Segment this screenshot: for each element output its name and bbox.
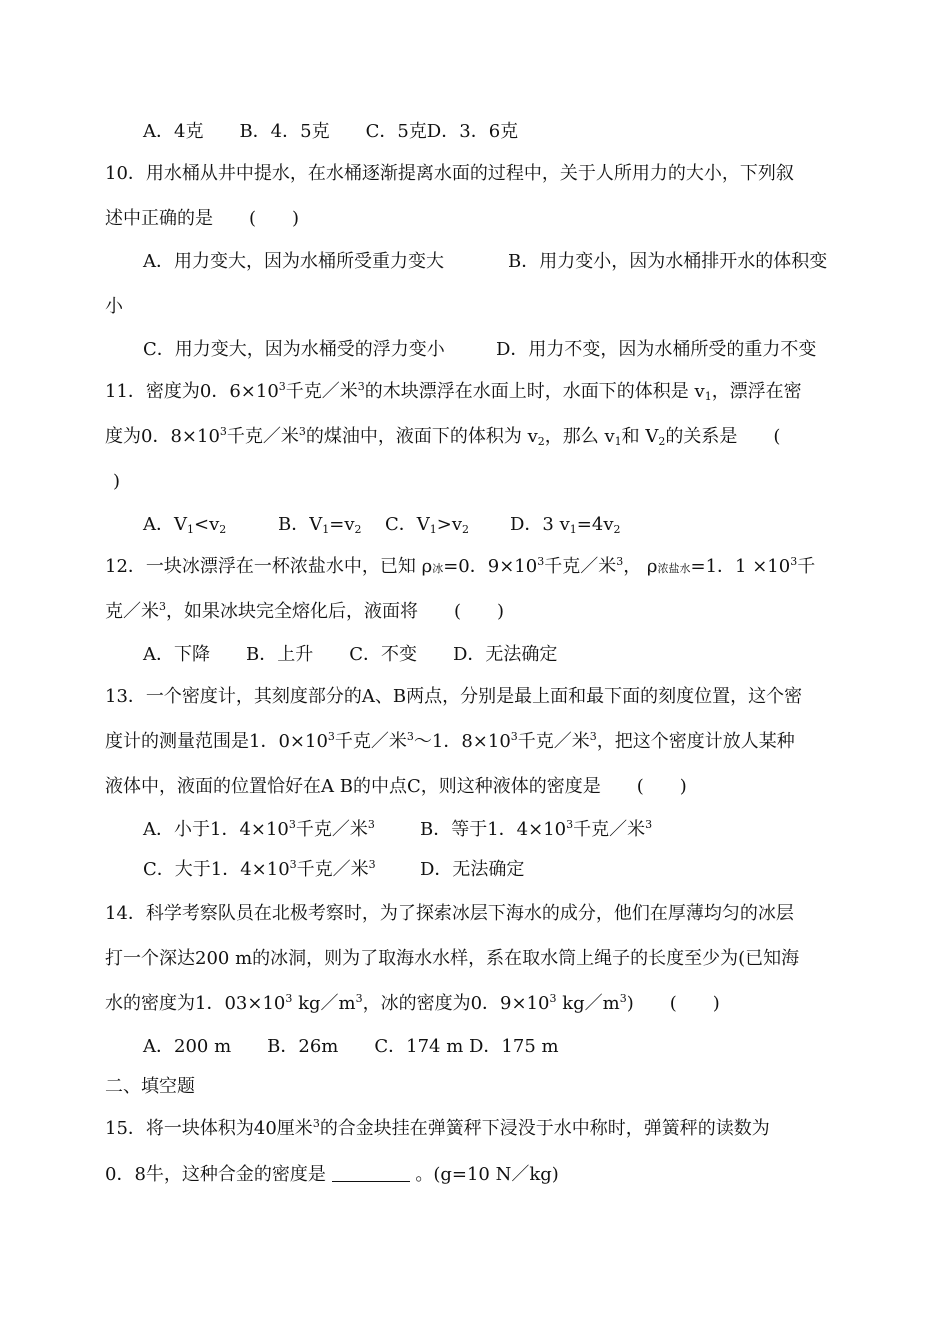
q14-stem-line3: 水的密度为1．$03\times 10^3$ $kg/m^3$，冰的密度为0．$9\times 10^3$ $kg/m^3$) ( ) <box>105 992 720 1014</box>
q10-option-d: D．用力不变，因为水桶所受的重力不变 <box>496 339 817 360</box>
q13-stem-line3: 液体中，液面的位置恰好在A B的中点C，则这种液体的密度是 ( ) <box>105 776 687 797</box>
q11-option-a: A．$V_1<v_2$ <box>143 514 227 536</box>
q13-option-c: C．大于1．$4\times 10^3$千克／米$^3$ <box>143 858 376 880</box>
q13-stem-line1: 13．一个密度计，其刻度部分的A、B两点，分别是最上面和最下面的刻度位置，这个密 <box>105 686 803 707</box>
q10-stem-line2: 述中正确的是 ( ) <box>105 208 300 229</box>
q11-stem-line3: ) <box>113 471 121 492</box>
q10-option-b: B．用力变小，因为水桶排开水的体积变 <box>508 251 828 272</box>
q12-options: A．下降 B．上升 C．不变 D．无法确定 <box>143 644 558 665</box>
q10-stem-line1: 10．用水桶从井中提水，在水桶逐渐提离水面的过程中，关于人所用力的大小，下列叙 <box>105 163 794 184</box>
q13-stem-line2: 度计的测量范围是1．$0\times 10^3$千克／米$^3$～1．$8\times 10^3$千克／米$^3$，把这个密度计放人某种 <box>105 730 795 752</box>
q12-stem-line2: 克／米$^3$，如果冰块完全熔化后，液面将 ( ) <box>105 600 505 622</box>
q15-stem-line2: 0．8牛，这种合金的密度是 。(g=10 N／kg) <box>105 1164 559 1185</box>
q12-stem-line1: 12．一块冰漂浮在一杯浓盐水中，已知 ρ冰=0．$9\times 10^3$千克／米$^3$， ρ浓盐水=1．$1 \times 10^3$千 <box>105 555 816 577</box>
q9-options: A．4克 B．4．5克 C．5克D．3．6克 <box>143 121 519 142</box>
q11-stem-line1: 11．密度为0．$6\times 10^3$千克／米$^3$的木块漂浮在水面上时，水面下的体积是 $v_1$，漂浮在密 <box>105 380 802 403</box>
answer-blank[interactable] <box>332 1163 410 1182</box>
q10-option-b-cont: 小 <box>105 296 123 317</box>
q13-option-d: D．无法确定 <box>420 859 525 880</box>
q11-option-d: D．3 $v_1=4v_2$ <box>510 514 621 536</box>
q13-option-a: A．小于1．$4\times 10^3$千克／米$^3$ <box>143 818 375 840</box>
q11-option-c: C．$V_1>v_2$ <box>385 514 470 536</box>
q11-option-b: B．$V_1=v_2$ <box>278 514 362 536</box>
q14-stem-line1: 14．科学考察队员在北极考察时，为了探索冰层下海水的成分，他们在厚薄均匀的冰层 <box>105 903 794 924</box>
q13-option-b: B．等于1．$4\times 10^3$千克／米$^3$ <box>420 818 653 840</box>
q10-option-c: C．用力变大，因为水桶受的浮力变小 <box>143 339 445 360</box>
section-title-fill-in: 二、填空题 <box>105 1076 195 1097</box>
q10-option-a: A．用力变大，因为水桶所受重力变大 <box>143 251 444 272</box>
q14-stem-line2: 打一个深达200 m的冰洞，则为了取海水水样，系在取水筒上绳子的长度至少为(已知海 <box>105 948 800 969</box>
q11-stem-line2: 度为0．$8\times 10^3$千克／米$^3$的煤油中，液面下的体积为 $v_2$，那么 $v_1$和 $V_2$的关系是 ( <box>105 425 781 448</box>
q14-options: A．200 m B．26m C．174 m D．175 m <box>143 1036 559 1057</box>
q15-stem-line1: 15．将一块体积为40厘米$^3$的合金块挂在弹簧秤下浸没于水中称时，弹簧秤的读数为 <box>105 1117 770 1139</box>
